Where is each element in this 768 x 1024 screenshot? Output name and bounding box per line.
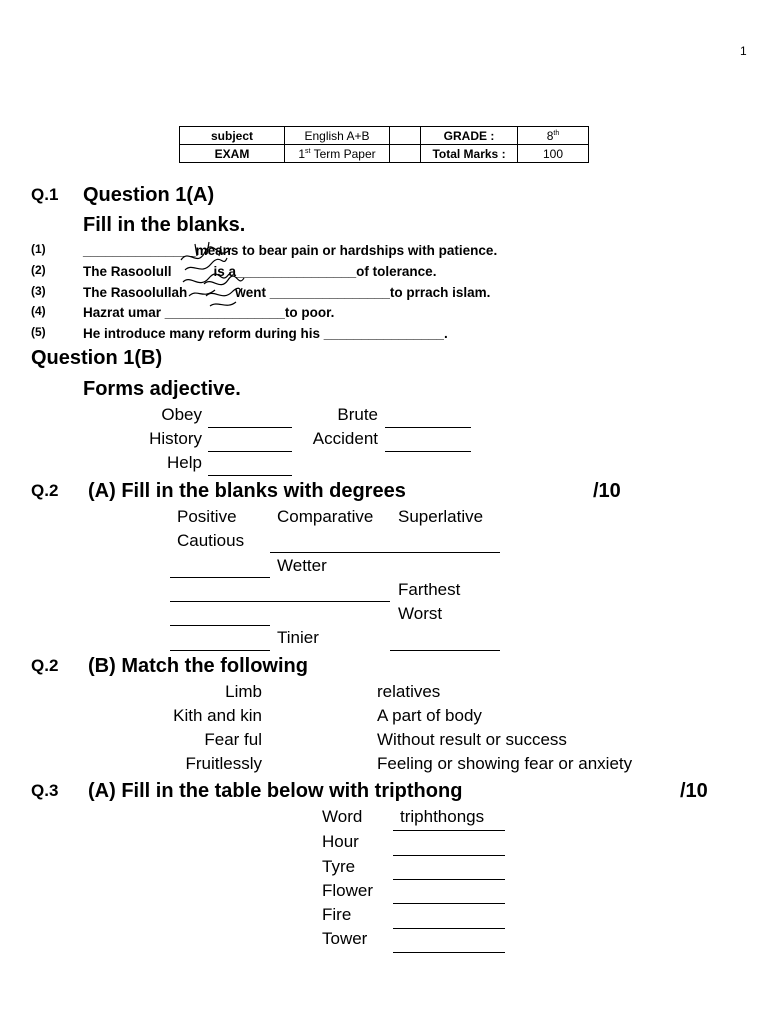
match-right: A part of body (377, 706, 482, 725)
subject-value: English A+B (285, 127, 390, 145)
item-text: means to bear pain or hardships with patience. (195, 243, 498, 258)
q3-title: (A) Fill in the table below with tripthong (88, 780, 463, 802)
grade-suffix: th (553, 129, 560, 137)
answer-line (208, 427, 292, 428)
fill-item (83, 243, 497, 258)
item-blank: ________________ (323, 326, 444, 341)
header-row-1 (180, 127, 589, 145)
item-text: The Rasoolullah (83, 285, 188, 300)
answer-line (170, 650, 270, 651)
item-number: (3) (31, 284, 46, 298)
fill-item (83, 285, 490, 300)
empty-cell (390, 127, 421, 145)
q1-number: Q.1 (31, 185, 59, 204)
answer-line (393, 928, 505, 929)
marks-value: 100 (518, 145, 589, 163)
item-blank: ________________ (164, 305, 285, 320)
answer-line (390, 650, 500, 651)
answer-line (393, 952, 505, 953)
q1-subtitle: Fill in the blanks. (83, 214, 246, 236)
tripthong-word: Tower (322, 929, 368, 948)
exam-label: EXAM (180, 145, 285, 163)
match-right: Feeling or showing fear or anxiety (377, 754, 633, 773)
answer-line (170, 625, 270, 626)
answer-line (170, 577, 270, 578)
page-number: 1 (740, 44, 747, 58)
q1-title: Question 1(A) (83, 184, 215, 206)
item-text: . (443, 326, 448, 341)
match-right: relatives (377, 682, 441, 701)
header-positive: Positive (177, 507, 237, 526)
degree-word: Worst (398, 604, 443, 623)
item-text: of tolerance. (356, 264, 437, 279)
tripthong-word: Fire (322, 905, 352, 924)
tripthong-word: Flower (322, 881, 374, 900)
item-text: Hazrat umar (83, 305, 165, 320)
item-number: (4) (31, 304, 46, 318)
exam-suffix: st (305, 147, 311, 155)
answer-line (170, 601, 390, 602)
answer-line (393, 830, 505, 831)
match-left: Limb (225, 682, 262, 701)
degree-word: Cautious (177, 531, 245, 550)
grade-value (518, 127, 589, 145)
answer-line (208, 451, 292, 452)
adjective-word: Obey (161, 405, 202, 424)
q2b-number: Q.2 (31, 656, 59, 675)
item-blank: _______________ (83, 243, 196, 258)
match-left: Fear ful (204, 730, 262, 749)
q1b-subtitle: Forms adjective. (83, 378, 241, 400)
arabic-calligraphy-icon (200, 272, 246, 312)
item-number: (5) (31, 325, 46, 339)
header-row-2 (180, 145, 589, 163)
item-number: (1) (31, 242, 46, 256)
marks-label: Total Marks : (421, 145, 518, 163)
match-left: Fruitlessly (185, 754, 262, 773)
header-comparative: Comparative (277, 507, 374, 526)
item-text: The Rasoolull (83, 264, 172, 279)
fill-item (83, 326, 448, 341)
q2a-number: Q.2 (31, 481, 59, 500)
answer-line (393, 879, 505, 880)
answer-line (385, 427, 471, 428)
answer-line (385, 451, 471, 452)
adjective-word: Accident (312, 429, 378, 448)
fill-item (83, 264, 436, 279)
match-left: Kith and kin (173, 706, 262, 725)
item-text: to prrach islam. (389, 285, 491, 300)
empty-cell (390, 145, 421, 163)
q3-marks: /10 (680, 780, 708, 802)
answer-line (393, 855, 505, 856)
q2b-title: (B) Match the following (88, 655, 308, 677)
answer-line (208, 475, 292, 476)
adjective-word: History (149, 429, 202, 448)
q2a-title: (A) Fill in the blanks with degrees (88, 480, 406, 502)
adjective-word: Help (167, 453, 202, 472)
header-superlative: Superlative (398, 507, 484, 526)
item-text: He introduce many reform during his (83, 326, 324, 341)
grade-label: GRADE : (421, 127, 518, 145)
tripthong-word: Hour (322, 832, 359, 851)
item-blank: went ________________ (235, 285, 390, 300)
q2a-marks: /10 (593, 480, 621, 502)
degree-word: Tinier (277, 628, 319, 647)
triphthong-column-header: triphthongs (400, 807, 485, 826)
grade-number: 8 (546, 128, 554, 143)
exam-number: 1 (298, 146, 306, 161)
word-column-header: Word (322, 807, 363, 826)
q1b-title: Question 1(B) (31, 347, 163, 369)
item-text: to poor. (284, 305, 335, 320)
exam-value (285, 145, 390, 163)
item-number: (2) (31, 263, 46, 277)
degree-word: Wetter (277, 556, 327, 575)
answer-line (270, 552, 500, 553)
exam-rest: Term Paper (310, 146, 376, 161)
match-right: Without result or success (377, 730, 567, 749)
answer-line (393, 903, 505, 904)
subject-label: subject (180, 127, 285, 145)
tripthong-word: Tyre (322, 857, 356, 876)
degree-word: Farthest (398, 580, 461, 599)
item-blank: is a________________ (213, 264, 357, 279)
exam-header-table (179, 126, 589, 163)
adjective-word: Brute (337, 405, 378, 424)
q3-number: Q.3 (31, 781, 59, 800)
